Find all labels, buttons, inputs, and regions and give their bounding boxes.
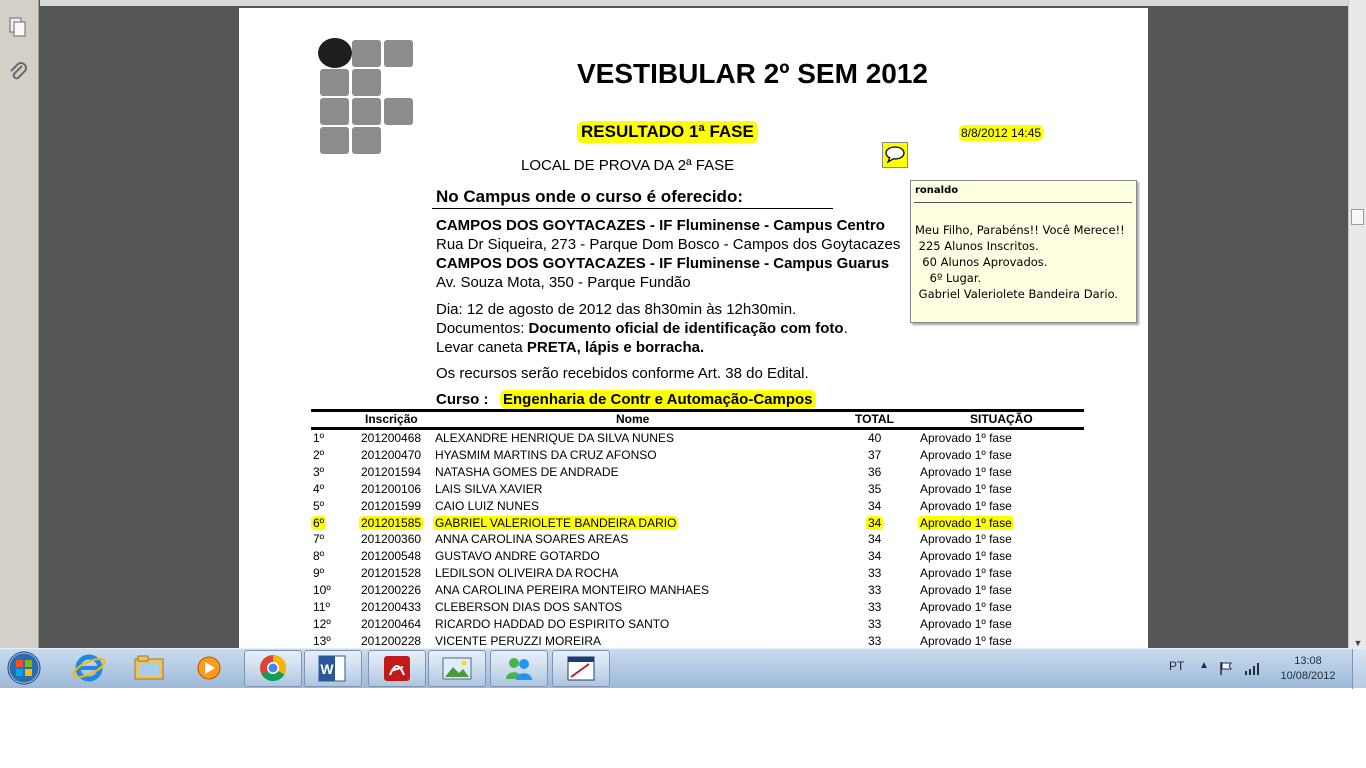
row-situacao: Aprovado 1º fase	[920, 566, 1012, 581]
row-inscricao: 201201594	[361, 464, 422, 479]
messenger-icon[interactable]	[490, 650, 548, 687]
table-row	[239, 566, 1148, 583]
col-header-inscricao: Inscrição	[365, 412, 418, 426]
comment-line: 60 Alunos Aprovados.	[915, 255, 1048, 269]
campus2-address: Av. Souza Mota, 350 - Parque Fundão	[436, 274, 691, 291]
course-value: Engenharia de Contr e Automação-Campos	[500, 390, 816, 409]
word-icon[interactable]	[304, 650, 362, 687]
action-center-flag-icon[interactable]	[1218, 660, 1234, 681]
table-row	[239, 617, 1148, 634]
campus1-address: Rua Dr Siqueira, 273 - Parque Dom Bosco - Campos dos Goytacazes	[436, 236, 901, 253]
show-hidden-icons-icon[interactable]: ▲	[1199, 660, 1209, 671]
row-situacao: Aprovado 1º fase	[920, 498, 1012, 513]
row-situacao: Aprovado 1º fase	[920, 633, 1012, 648]
table-row	[239, 465, 1148, 482]
row-nome: VICENTE PERUZZI MOREIRA	[435, 633, 602, 648]
comment-line: 6º Lugar.	[915, 271, 982, 285]
table-top-rule	[311, 409, 1084, 412]
course-label: Curso :	[436, 391, 489, 408]
row-nome: GABRIEL VALERIOLETE BANDEIRA DARIO	[435, 515, 677, 530]
show-desktop-button[interactable]	[1352, 649, 1366, 689]
chrome-icon[interactable]	[244, 650, 302, 687]
row-position: 1º	[313, 431, 325, 445]
row-nome: ANNA CAROLINA SOARES AREAS	[435, 532, 629, 547]
row-total: 33	[868, 583, 882, 598]
row-position: 9º	[313, 566, 325, 581]
row-total: 34	[868, 549, 882, 564]
image-viewer-icon[interactable]	[428, 650, 486, 687]
internet-explorer-icon[interactable]	[60, 650, 118, 687]
row-inscricao: 201200228	[361, 633, 422, 648]
row-situacao: Aprovado 1º fase	[920, 431, 1012, 445]
row-situacao: Aprovado 1º fase	[920, 616, 1012, 631]
attachments-panel-icon[interactable]	[6, 60, 30, 84]
row-situacao: Aprovado 1º fase	[920, 447, 1012, 462]
row-total: 34	[868, 515, 882, 530]
clock-time: 13:08	[1294, 655, 1322, 667]
taskbar	[0, 648, 1366, 688]
row-nome: LAIS SILVA XAVIER	[435, 481, 543, 496]
row-situacao: Aprovado 1º fase	[920, 515, 1012, 530]
col-header-total: TOTAL	[855, 412, 894, 426]
row-inscricao: 201200360	[361, 532, 422, 547]
row-total: 33	[868, 566, 882, 581]
row-position: 3º	[313, 464, 325, 479]
table-row	[239, 431, 1148, 448]
row-position: 2º	[313, 447, 325, 462]
table-row	[239, 482, 1148, 499]
materials-text: Levar caneta PRETA, lápis e borracha.	[436, 339, 705, 356]
row-nome: HYASMIM MARTINS DA CRUZ AFONSO	[435, 447, 657, 462]
row-situacao: Aprovado 1º fase	[920, 481, 1012, 496]
campus1-name: CAMPOS DOS GOYTACAZES - IF Fluminense - Campus Centro	[436, 217, 885, 234]
table-row	[239, 549, 1148, 566]
row-position: 6º	[313, 515, 325, 530]
row-inscricao: 201201585	[361, 515, 422, 530]
table-row	[239, 516, 1148, 533]
paint-icon[interactable]	[552, 650, 610, 687]
row-position: 12º	[313, 616, 331, 631]
media-player-icon[interactable]	[180, 650, 238, 687]
row-nome: ANA CAROLINA PEREIRA MONTEIRO MANHAES	[435, 583, 710, 598]
campus2-name: CAMPOS DOS GOYTACAZES - IF Fluminense - Campus Guarus	[436, 255, 890, 272]
row-inscricao: 201200106	[361, 481, 422, 496]
col-header-nome: Nome	[616, 412, 650, 426]
comment-line: Meu Filho, Parabéns!! Você Merece!!	[915, 223, 1125, 237]
row-total: 37	[868, 447, 882, 462]
row-position: 7º	[313, 532, 325, 547]
documents-text: Documentos: Documento oficial de identificação com foto.	[436, 320, 848, 337]
navigation-panel	[0, 0, 39, 648]
row-nome: ALEXANDRE HENRIQUE DA SILVA NUNES	[435, 431, 674, 445]
campus-heading: No Campus onde o curso é oferecido:	[436, 187, 743, 206]
row-position: 10º	[313, 583, 331, 598]
table-header-rule	[311, 427, 1084, 430]
row-inscricao: 201200226	[361, 583, 422, 598]
row-total: 33	[868, 616, 882, 631]
network-signal-icon[interactable]	[1244, 660, 1262, 681]
comment-line: 225 Alunos Inscritos.	[915, 239, 1039, 253]
row-nome: CLEBERSON DIAS DOS SANTOS	[435, 600, 623, 614]
row-total: 35	[868, 481, 882, 496]
comment-note-icon[interactable]	[882, 142, 908, 168]
row-inscricao: 201200433	[361, 600, 422, 614]
row-situacao: Aprovado 1º fase	[920, 549, 1012, 564]
row-situacao: Aprovado 1º fase	[920, 532, 1012, 547]
table-row	[239, 600, 1148, 617]
row-nome: GUSTAVO ANDRE GOTARDO	[435, 549, 600, 564]
exam-location-label: LOCAL DE PROVA DA 2ª FASE	[521, 157, 735, 174]
row-nome: NATASHA GOMES DE ANDRADE	[435, 464, 619, 479]
col-header-situacao: SITUAÇÃO	[970, 412, 1033, 426]
clock-date: 10/08/2012	[1280, 670, 1336, 682]
svg-text:W: W	[320, 661, 334, 677]
comment-popup[interactable]	[910, 180, 1137, 323]
row-nome: CAIO LUIZ NUNES	[435, 498, 540, 513]
row-total: 40	[868, 431, 882, 445]
table-row	[239, 499, 1148, 516]
table-row	[239, 634, 1148, 648]
language-indicator[interactable]: PT	[1169, 659, 1185, 673]
row-total: 36	[868, 464, 882, 479]
acrobat-icon[interactable]	[368, 650, 426, 687]
page-title: VESTIBULAR 2º SEM 2012	[577, 58, 928, 89]
row-position: 13º	[313, 633, 331, 648]
comment-divider	[914, 202, 1132, 203]
start-orb-icon[interactable]	[4, 650, 44, 687]
row-total: 34	[868, 532, 882, 547]
row-position: 5º	[313, 498, 325, 513]
row-total: 33	[868, 633, 882, 648]
row-situacao: Aprovado 1º fase	[920, 464, 1012, 479]
row-nome: LEDILSON OLIVEIRA DA ROCHA	[435, 566, 619, 581]
row-nome: RICARDO HADDAD DO ESPIRITO SANTO	[435, 616, 670, 631]
row-situacao: Aprovado 1º fase	[920, 583, 1012, 598]
appeals-text: Os recursos serão recebidos conforme Art. 38 do Edital.	[436, 365, 809, 382]
row-position: 11º	[313, 600, 330, 614]
row-inscricao: 201200464	[361, 616, 422, 631]
result-subtitle: RESULTADO 1ª FASE	[577, 121, 758, 143]
row-inscricao: 201201528	[361, 566, 422, 581]
row-situacao: Aprovado 1º fase	[920, 600, 1012, 614]
comment-author: ronaldo	[915, 185, 959, 196]
row-position: 8º	[313, 549, 325, 564]
row-total: 34	[868, 498, 882, 513]
system-clock[interactable]	[1270, 654, 1346, 684]
row-inscricao: 201200548	[361, 549, 422, 564]
row-inscricao: 201200470	[361, 447, 422, 462]
file-explorer-icon[interactable]	[120, 650, 178, 687]
row-position: 4º	[313, 481, 325, 496]
exam-date-text: Dia: 12 de agosto de 2012 das 8h30min às 12h30min.	[436, 301, 797, 318]
vertical-scrollbar[interactable]	[1348, 0, 1366, 648]
comment-line: Gabriel Valeriolete Bandeira Dario.	[915, 287, 1119, 301]
row-inscricao: 201200468	[361, 431, 422, 445]
table-row	[239, 583, 1148, 600]
pdf-page	[239, 8, 1148, 648]
scrollbar-thumb[interactable]	[1351, 209, 1364, 225]
toolbar-strip	[40, 0, 1350, 6]
row-inscricao: 201201599	[361, 498, 422, 513]
table-row	[239, 448, 1148, 465]
scroll-down-icon[interactable]: ▼	[1353, 638, 1363, 648]
table-row	[239, 532, 1148, 549]
datestamp: 8/8/2012 14:45	[961, 126, 1042, 140]
heading-underline	[432, 208, 833, 209]
row-total: 33	[868, 600, 882, 614]
pages-panel-icon[interactable]	[6, 16, 30, 40]
